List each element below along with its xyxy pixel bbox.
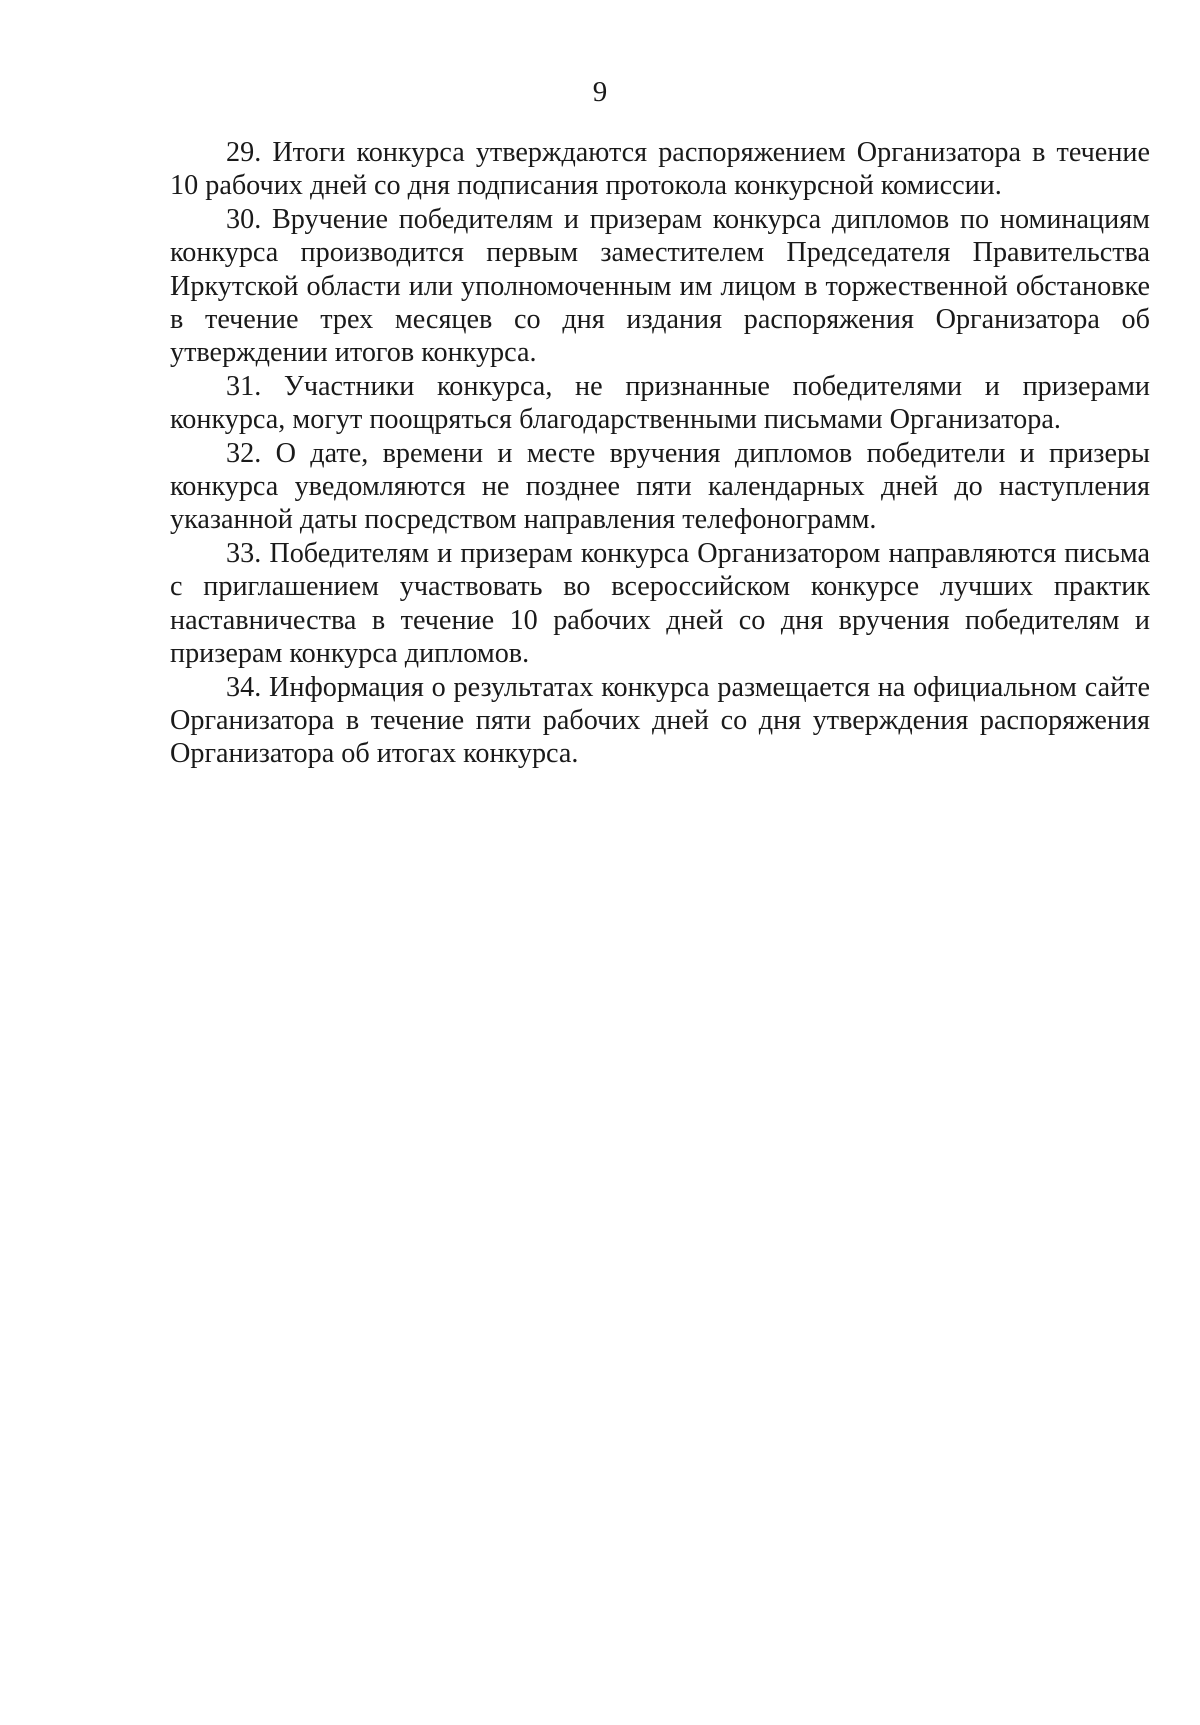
paragraph-32: 32. О дате, времени и месте вручения дипломов победители и призеры конкурса уведомляются не позднее пяти календарных дней до наступления указанной даты посредством направления телефонограмм.	[170, 437, 1150, 536]
paragraph-31: 31. Участники конкурса, не признанные победителями и призерами конкурса, могут поощряться благодарственными письмами Организатора.	[170, 370, 1150, 436]
document-body	[170, 136, 1150, 771]
paragraph-29: 29. Итоги конкурса утверждаются распоряжением Организатора в течение 10 рабочих дней со дня подписания протокола конкурсной комиссии.	[170, 137, 1150, 202]
paragraph-34: 34. Информация о результатах конкурса размещается на официальном сайте Организатора в течение пяти рабочих дней со дня утверждения распоряжения Организатора об итогах конкурса.	[170, 671, 1150, 770]
paragraph-30: 30. Вручение победителям и призерам конкурса дипломов по номинациям конкурса производится первым заместителем Председателя Правительства Иркутской области или уполномоченным им лицом в торжественной обстановке в течение трех месяцев со дня издания распоряжения Организатора об утверждении итогов конкурса.	[170, 203, 1150, 369]
page-number: 9	[592, 76, 608, 108]
paragraph-33: 33. Победителям и призерам конкурса Организатором направляются письма с приглашением участвовать во всероссийском конкурсе лучших практик наставничества в течение 10 рабочих дней со дня вручения победителям и призерам конкурса дипломов.	[170, 537, 1150, 670]
